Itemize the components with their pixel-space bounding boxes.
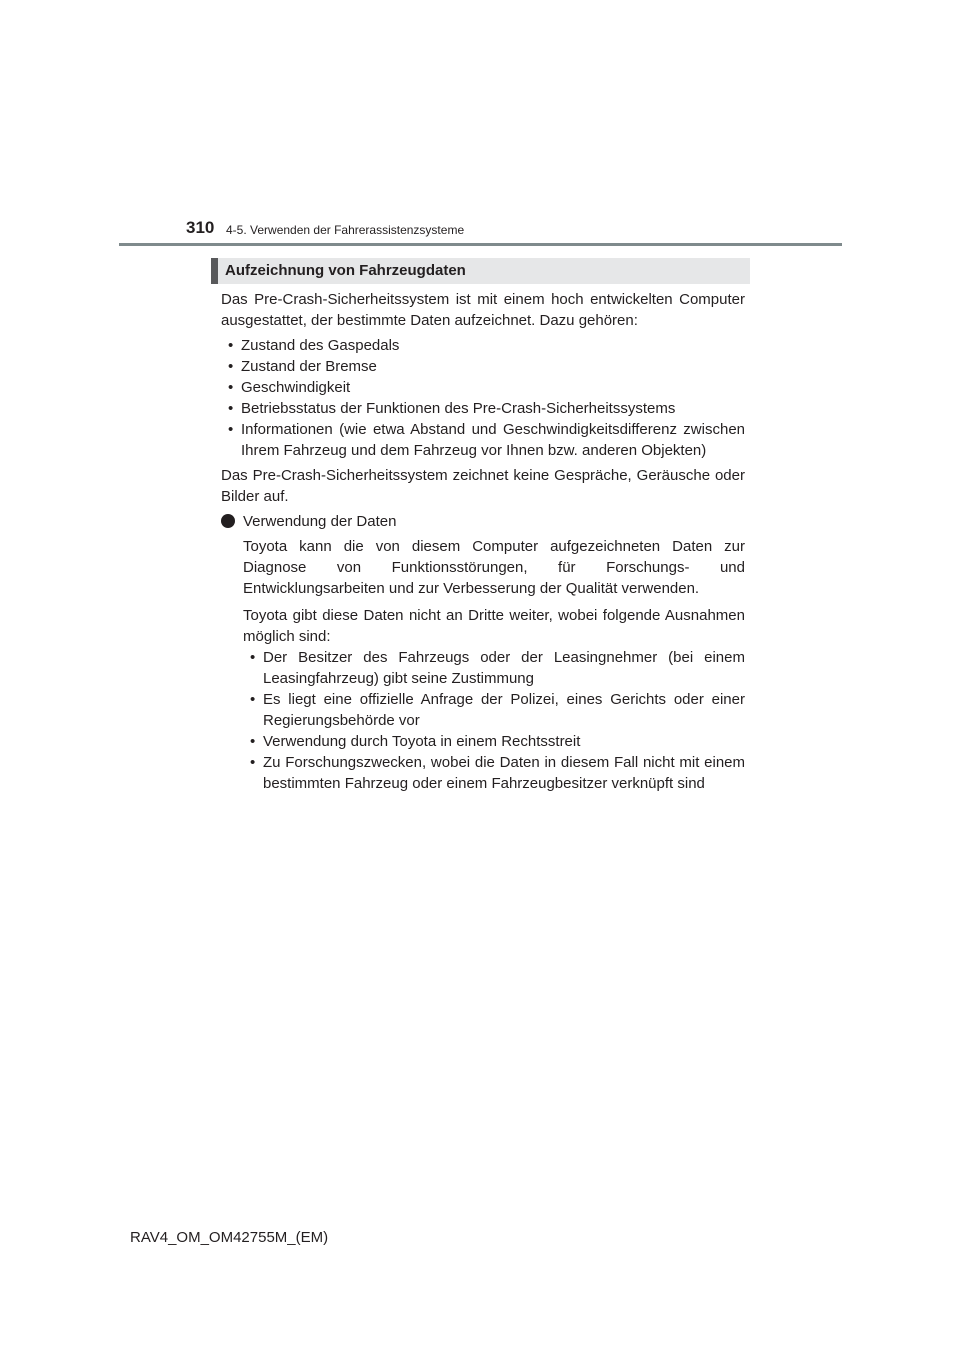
list-item: • Verwendung durch Toyota in einem Rechtsstreit: [243, 731, 745, 752]
list-item: • Der Besitzer des Fahrzeugs oder der Leasingnehmer (bei einem Leasingfahrzeug) gibt seine Zustimmung: [243, 647, 745, 689]
footer-doc-code: RAV4_OM_OM42755M_(EM): [130, 1229, 329, 1246]
main-content: [221, 289, 745, 794]
page-number: 310: [186, 218, 215, 237]
list-item: • Zustand der Bremse: [221, 356, 745, 377]
usage-details: [221, 536, 745, 794]
section-heading-title: Aufzeichnung von Fahrzeugdaten: [225, 262, 466, 279]
list-item: • Zustand des Gaspedals: [221, 335, 745, 356]
header-rule: [119, 243, 842, 246]
usage-point: [221, 511, 745, 532]
usage-heading: Verwendung der Daten: [243, 513, 397, 530]
section-heading: [211, 258, 750, 284]
list-item: • Zu Forschungszwecken, wobei die Daten in diesem Fall nicht mit einem bestimmten Fahrzeug oder einem Fahrzeugbesitzer verknüpft sind: [243, 752, 745, 794]
no-record-paragraph: Das Pre-Crash-Sicherheitssystem zeichnet keine Gespräche, Geräusche oder Bilder auf.: [221, 467, 745, 505]
third-party-paragraph: Toyota gibt diese Daten nicht an Dritte weiter, wobei folgende Ausnahmen möglich sind:: [243, 607, 745, 645]
list-item: • Betriebsstatus der Funktionen des Pre-Crash-Sicherheitssystems: [221, 398, 745, 419]
list-item: • Es liegt eine offizielle Anfrage der Polizei, eines Gerichts oder einer Regierungsbehörde vor: [243, 689, 745, 731]
chapter-title: 4-5. Verwenden der Fahrerassistenzsysteme: [226, 223, 465, 237]
list-item: • Geschwindigkeit: [221, 377, 745, 398]
usage-paragraph: Toyota kann die von diesem Computer aufgezeichneten Daten zur Diagnose von Funktionsstörungen, für Forschungs- und Entwicklungsarbeiten und zur Verbesserung der Qualität verwenden.: [243, 538, 745, 597]
intro-paragraph: Das Pre-Crash-Sicherheitssystem ist mit einem hoch entwickelten Computer ausgestattet, der bestimmte Daten aufzeichnet. Dazu gehören:: [221, 291, 745, 329]
list-item: • Informationen (wie etwa Abstand und Geschwindigkeitsdifferenz zwischen Ihrem Fahrzeug und dem Fahrzeug vor Ihnen bzw. anderen Objekten): [221, 419, 745, 461]
section-heading-bar: [211, 258, 218, 284]
bullet-dot-icon: [221, 514, 235, 528]
recorded-items-list: [221, 335, 745, 461]
exceptions-list: [243, 647, 745, 794]
